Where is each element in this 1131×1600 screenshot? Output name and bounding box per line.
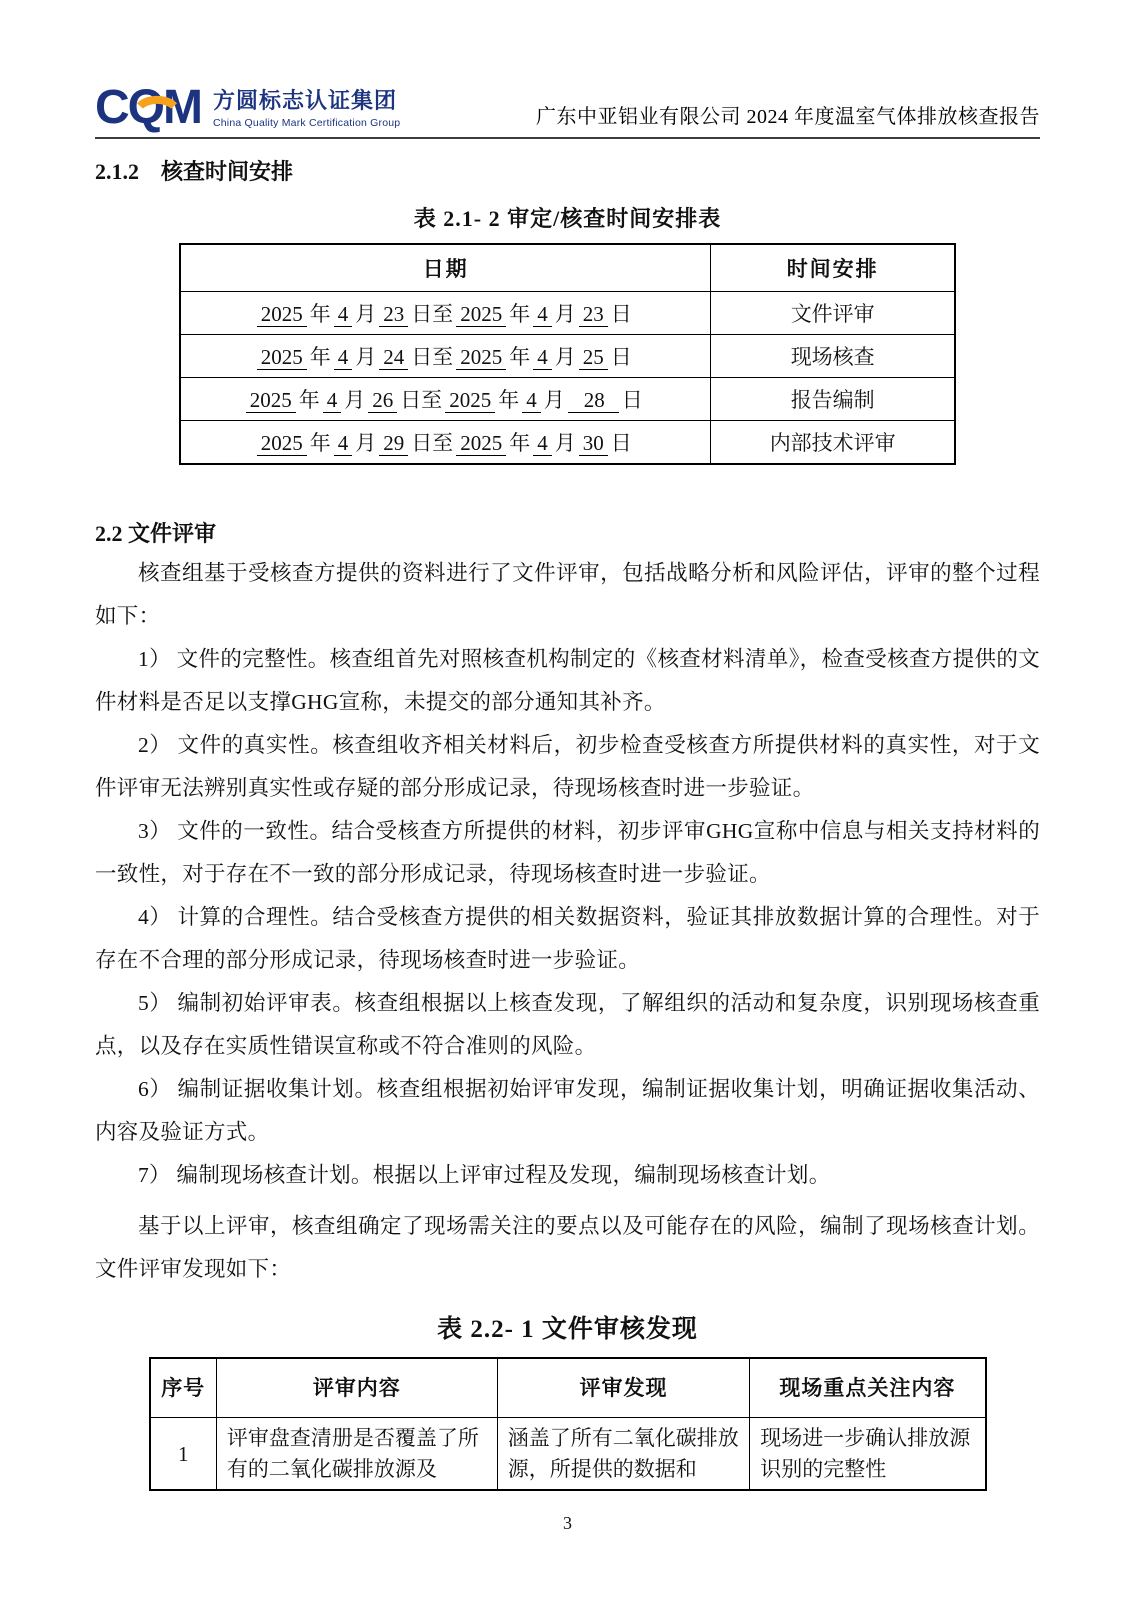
- review-finding-cell: 涵盖了所有二氧化碳排放源，所提供的数据和: [497, 1418, 749, 1490]
- date-part: 25: [579, 345, 608, 370]
- date-label: 年: [309, 345, 331, 369]
- activity-cell: 报告编制: [711, 378, 955, 421]
- date-part: 4: [334, 431, 353, 456]
- table-row: [180, 378, 955, 421]
- date-label: 月: [554, 431, 576, 455]
- findings-table: [149, 1357, 987, 1491]
- date-label: 日至: [411, 431, 454, 455]
- table1-title: 表 2.1- 2 审定/核查时间安排表: [413, 206, 722, 231]
- date-label: 日至: [411, 302, 454, 326]
- col-header-onsite: 现场重点关注内容: [750, 1358, 986, 1418]
- col-header-arrangement: 时间安排: [711, 244, 955, 292]
- date-label: 日至: [400, 388, 443, 412]
- date-part: 28: [568, 388, 619, 413]
- date-cell: [180, 292, 711, 335]
- section-heading-22: 2.2 文件评审: [95, 521, 217, 546]
- date-part: 2025: [257, 302, 307, 327]
- paragraph: 5） 编制初始评审表。核查组根据以上核查发现，了解组织的活动和复杂度，识别现场核查重点，以及存在实质性错误宣称或不符合准则的风险。: [95, 991, 1040, 1058]
- date-part: 2025: [257, 431, 307, 456]
- date-label: 日: [610, 431, 632, 455]
- paragraph: 基于以上评审，核查组确定了现场需关注的要点以及可能存在的风险，编制了现场核查计划。文件评审发现如下：: [95, 1214, 1040, 1281]
- date-label: 年: [498, 388, 520, 412]
- cqm-logo-mark: [95, 70, 201, 132]
- activity-cell: 文件评审: [711, 292, 955, 335]
- date-part: 30: [579, 431, 608, 456]
- date-cell: [180, 335, 711, 378]
- date-part: 2025: [257, 345, 307, 370]
- date-label: 月: [554, 345, 576, 369]
- document-title: 广东中亚铝业有限公司 2024 年度温室气体排放核查报告: [536, 106, 1040, 128]
- table-row: [150, 1418, 986, 1490]
- date-label: 月: [355, 431, 377, 455]
- date-part: 4: [323, 388, 342, 413]
- date-part: 2025: [456, 431, 506, 456]
- col-header-content: 评审内容: [216, 1358, 497, 1418]
- date-part: 26: [368, 388, 397, 413]
- date-label: 年: [298, 388, 320, 412]
- timing-table-header-row: [180, 244, 955, 292]
- date-label: 日: [621, 388, 643, 412]
- date-part: 4: [533, 431, 552, 456]
- date-label: 年: [309, 302, 331, 326]
- findings-table-header-row: [150, 1358, 986, 1418]
- date-part: 24: [379, 345, 408, 370]
- date-part: 23: [579, 302, 608, 327]
- date-label: 月: [554, 302, 576, 326]
- row-number-cell: 1: [150, 1418, 217, 1490]
- paragraph: 2） 文件的真实性。核查组收齐相关材料后，初步检查受核查方所提供材料的真实性，对于文件评审无法辨别真实性或存疑的部分形成记录，待现场核查时进一步验证。: [95, 733, 1040, 800]
- col-header-date: 日期: [180, 244, 711, 292]
- paragraph: 4） 计算的合理性。结合受核查方提供的相关数据资料，验证其排放数据计算的合理性。对于存在不合理的部分形成记录，待现场核查时进一步验证。: [95, 905, 1040, 972]
- logo-english-name: China Quality Mark Certification Group: [212, 116, 401, 129]
- date-part: 29: [379, 431, 408, 456]
- date-label: 月: [344, 388, 366, 412]
- review-paragraphs: [95, 552, 1040, 1291]
- cqm-logo: [95, 70, 400, 132]
- date-label: 年: [309, 431, 331, 455]
- date-label: 年: [509, 345, 531, 369]
- date-part: 4: [334, 302, 353, 327]
- logo-chinese-name: 方圆标志认证集团: [212, 87, 397, 113]
- date-label: 年: [509, 431, 531, 455]
- logo-names: [213, 74, 400, 129]
- col-header-no: 序号: [150, 1358, 217, 1418]
- timing-table: [179, 243, 956, 465]
- paragraph: 3） 文件的一致性。结合受核查方所提供的材料，初步评审GHG宣称中信息与相关支持材料的一致性，对于存在不一致的部分形成记录，待现场核查时进一步验证。: [95, 819, 1040, 886]
- date-part: 2025: [456, 302, 506, 327]
- date-label: 月: [355, 302, 377, 326]
- onsite-focus-cell: 现场进一步确认排放源识别的完整性: [750, 1418, 986, 1490]
- col-header-finding: 评审发现: [497, 1358, 749, 1418]
- date-label: 月: [355, 345, 377, 369]
- date-label: 年: [509, 302, 531, 326]
- date-cell: [180, 378, 711, 421]
- activity-cell: 现场核查: [711, 335, 955, 378]
- date-part: 4: [522, 388, 541, 413]
- date-part: 23: [379, 302, 408, 327]
- table-row: [180, 421, 955, 465]
- paragraph: 7） 编制现场核查计划。根据以上评审过程及发现，编制现场核查计划。: [138, 1163, 831, 1187]
- page-number: 3: [563, 1513, 572, 1534]
- date-part: 2025: [445, 388, 495, 413]
- cqm-orange-arc-icon: [136, 70, 178, 118]
- paragraph: 6） 编制证据收集计划。核查组根据初始评审发现，编制证据收集计划，明确证据收集活动、内容及验证方式。: [95, 1077, 1040, 1144]
- date-part: 4: [533, 302, 552, 327]
- date-label: 日至: [411, 345, 454, 369]
- date-label: 月: [543, 388, 565, 412]
- date-part: 4: [533, 345, 552, 370]
- date-part: 4: [334, 345, 353, 370]
- date-cell: [180, 421, 711, 465]
- date-part: 2025: [456, 345, 506, 370]
- page-header: [95, 70, 1040, 139]
- cqm-logo-text: CQM: [95, 81, 201, 134]
- paragraph: 核查组基于受核查方提供的资料进行了文件评审，包括战略分析和风险评估，评审的整个过程如下：: [95, 561, 1040, 628]
- table-row: [180, 335, 955, 378]
- paragraph: 1） 文件的完整性。核查组首先对照核查机构制定的《核查材料清单》，检查受核查方提供的文件材料是否足以支撑GHG宣称，未提交的部分通知其补齐。: [95, 647, 1040, 714]
- review-content-cell: 评审盘查清册是否覆盖了所有的二氧化碳排放源及: [216, 1418, 497, 1490]
- table-row: [180, 292, 955, 335]
- date-label: 日: [610, 302, 632, 326]
- date-label: 日: [610, 345, 632, 369]
- activity-cell: 内部技术评审: [711, 421, 955, 465]
- table2-title: 表 2.2- 1 文件审核发现: [437, 1316, 698, 1343]
- date-part: 2025: [246, 388, 296, 413]
- section-heading-212: 2.1.2 核查时间安排: [95, 159, 294, 184]
